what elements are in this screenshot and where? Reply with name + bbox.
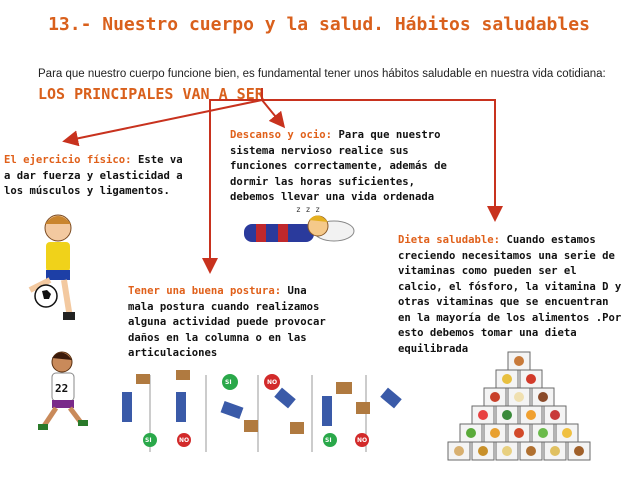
- runner-number: 22: [55, 382, 69, 395]
- intro-highlight: LOS PRINCIPALES VAN A SER: [38, 85, 264, 103]
- exercise-heading: El ejercicio físico:: [4, 154, 132, 166]
- sleep-zzz: z z z: [296, 205, 321, 214]
- intro-text: Para que nuestro cuerpo funcione bien, es fundamental tener unos hábitos saludable en nuestra vida cotidiana:: [38, 68, 606, 80]
- sign-label: NO: [179, 437, 190, 444]
- sign-label: SI: [145, 437, 152, 444]
- rest-text: Para que nuestro sistema nervioso realice sus funciones correctamente, además de dormir las horas suficientes, debemos llevar una vida ordenada: [230, 129, 447, 203]
- sign-label: SI: [225, 379, 232, 386]
- posture-text: Una mala postura cuando realizamos alguna actividad puede provocar daños en la columna o en las articulaciones: [128, 285, 326, 359]
- sign-label: SI: [325, 437, 332, 444]
- sign-label: NO: [267, 379, 278, 386]
- posture-heading: Tener una buena postura:: [128, 285, 282, 297]
- sign-label: NO: [357, 437, 368, 444]
- diet-heading: Dieta saludable:: [398, 234, 501, 246]
- rest-heading: Descanso y ocio:: [230, 129, 333, 141]
- diet-text: Cuando estamos creciendo necesitamos una serie de vitaminas como pueden ser el calcio, el fósforo, la vitamina D y otras vitaminas que se encuentran en la mayoría de los alimentos .Por esto debemos tomar una dieta equilibrada: [398, 234, 622, 355]
- exercise-text: Este va a dar fuerza y elasticidad a los músculos y ligamentos.: [4, 154, 183, 197]
- page-title: 13.- Nuestro cuerpo y la salud. Hábitos saludables: [48, 14, 590, 35]
